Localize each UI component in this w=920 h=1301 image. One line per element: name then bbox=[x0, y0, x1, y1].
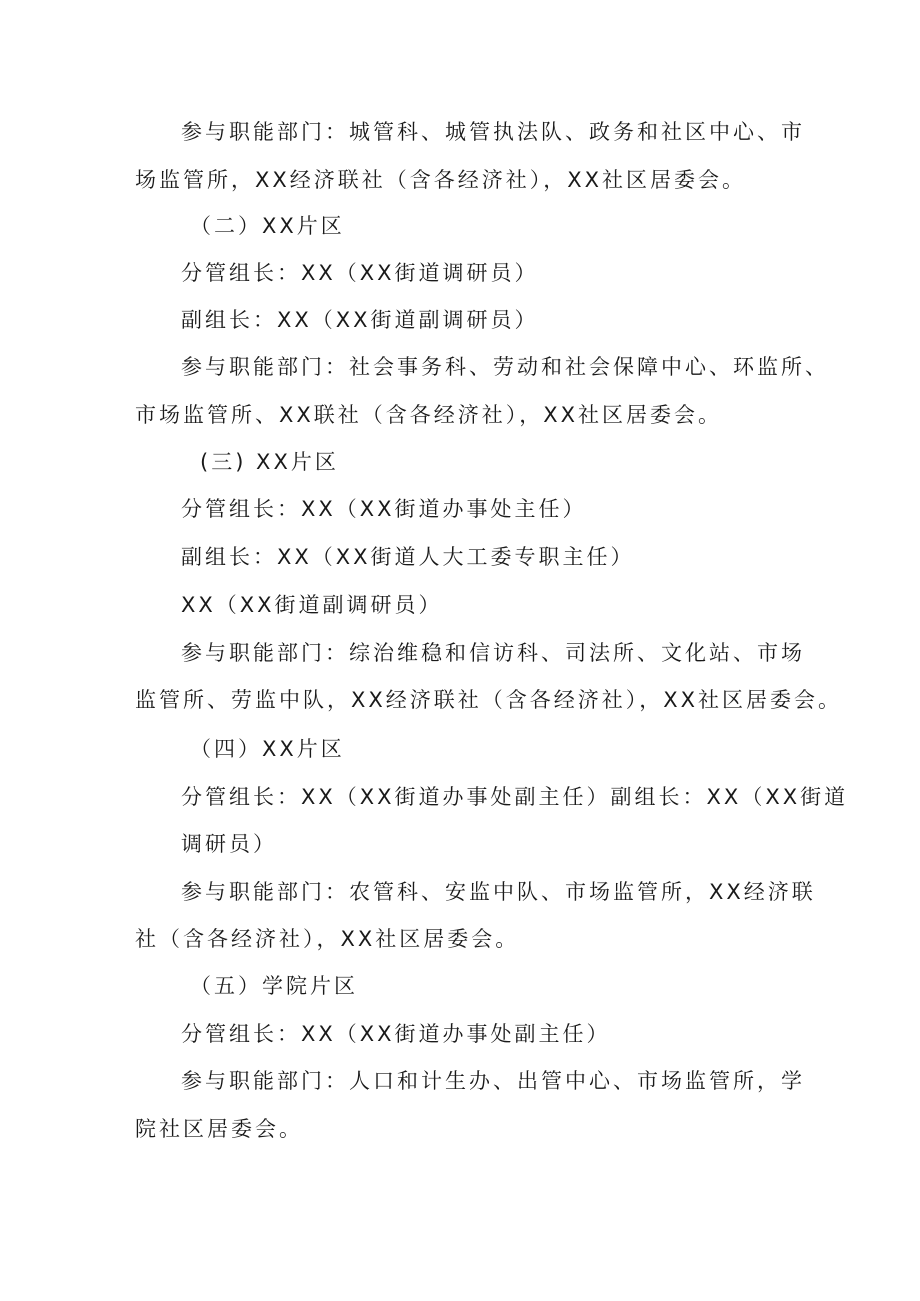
paragraph-line: 参与职能部门：农管科、安监中队、市场监管所，XX经济联 bbox=[181, 880, 816, 904]
paragraph-line: 调研员） bbox=[181, 832, 277, 856]
paragraph-line: 场监管所，XX经济联社（含各经济社），XX社区居委会。 bbox=[135, 168, 747, 192]
paragraph-line: 参与职能部门：社会事务科、劳动和社会保障中心、环监所、 bbox=[181, 355, 829, 379]
paragraph-line: 分管组长：XX（XX街道办事处副主任） bbox=[181, 1022, 611, 1046]
paragraph-line: 分管组长：XX（XX街道办事处主任） bbox=[181, 497, 587, 521]
paragraph-line: 参与职能部门：人口和计生办、出管中心、市场监管所，学 bbox=[181, 1069, 805, 1093]
section-heading: (三) XX片区 bbox=[200, 450, 339, 474]
paragraph-line: 社（含各经济社），XX社区居委会。 bbox=[135, 927, 520, 951]
paragraph-line: 监管所、劳监中队，XX经济联社（含各经济社），XX社区居委会。 bbox=[135, 688, 843, 712]
paragraph-line: 分管组长：XX（XX街道调研员） bbox=[181, 261, 539, 285]
paragraph-line: 院社区居委会。 bbox=[135, 1117, 303, 1141]
paragraph-line: 副组长：XX（XX街道人大工委专职主任） bbox=[181, 545, 635, 569]
paragraph-line: 参与职能部门：城管科、城管执法队、政务和社区中心、市 bbox=[181, 120, 805, 144]
paragraph-line: 分管组长：XX（XX街道办事处副主任）副组长：XX（XX街道 bbox=[181, 785, 849, 809]
section-heading: （四）XX片区 bbox=[190, 737, 345, 761]
paragraph-line: XX（XX街道副调研员） bbox=[181, 593, 443, 617]
paragraph-line: 市场监管所、XX联社（含各经济社），XX社区居委会。 bbox=[135, 403, 723, 427]
section-heading: （二）XX片区 bbox=[190, 214, 345, 238]
paragraph-line: 副组长：XX（XX街道副调研员） bbox=[181, 308, 539, 332]
paragraph-line: 参与职能部门：综治维稳和信访科、司法所、文化站、市场 bbox=[181, 641, 805, 665]
section-heading: （五）学院片区 bbox=[190, 974, 358, 998]
